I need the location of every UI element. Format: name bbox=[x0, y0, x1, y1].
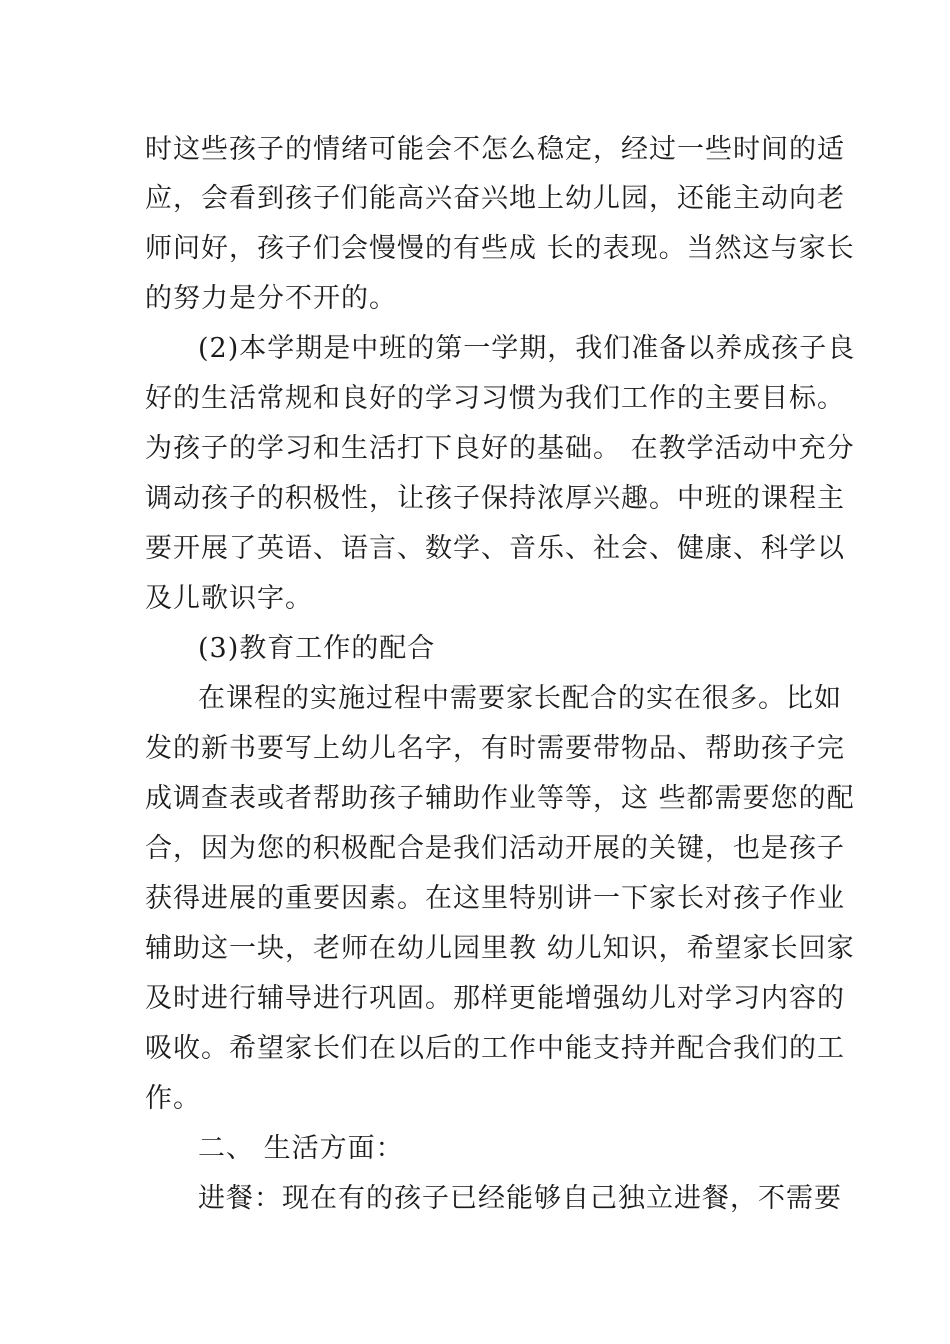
text-line-20: 作。 bbox=[145, 1083, 201, 1114]
text-line-22: 进餐：现在有的孩子已经能够自己独立进餐，不需要 bbox=[198, 1183, 842, 1214]
text-line-4: 的努力是分不开的。 bbox=[145, 283, 397, 314]
text-line-10: 及儿歌识字。 bbox=[145, 583, 313, 614]
text-line-14: 成调查表或者帮助孩子辅助作业等等，这 些都需要您的配 bbox=[145, 783, 855, 814]
text-line-7: 为孩子的学习和生活打下良好的基础。 在教学活动中充分 bbox=[145, 433, 855, 464]
section-heading: 二、 生活方面： bbox=[198, 1133, 404, 1164]
text-line-5: (2)本学期是中班的第一学期，我们准备以养成孩子良 bbox=[198, 333, 856, 364]
text-line-13: 发的新书要写上幼儿名字，有时需要带物品、帮助孩子完 bbox=[145, 733, 845, 764]
text-line-19: 吸收。希望家长们在以后的工作中能支持并配合我们的工 bbox=[145, 1033, 845, 1064]
text-line-18: 及时进行辅导进行巩固。那样更能增强幼儿对学习内容的 bbox=[145, 983, 845, 1014]
text-line-16: 获得进展的重要因素。在这里特别讲一下家长对孩子作业 bbox=[145, 883, 845, 914]
text-line-3: 师问好，孩子们会慢慢的有些成 长的表现。当然这与家长 bbox=[145, 233, 855, 264]
text-line-17: 辅助这一块，老师在幼儿园里教 幼儿知识，希望家长回家 bbox=[145, 933, 855, 964]
text-line-15: 合，因为您的积极配合是我们活动开展的关键，也是孩子 bbox=[145, 833, 845, 864]
text-line-8: 调动孩子的积极性，让孩子保持浓厚兴趣。中班的课程主 bbox=[145, 483, 845, 514]
text-line-6: 好的生活常规和良好的学习习惯为我们工作的主要目标。 bbox=[145, 383, 845, 414]
text-line-12: 在课程的实施过程中需要家长配合的实在很多。比如 bbox=[198, 683, 842, 714]
text-line-1: 时这些孩子的情绪可能会不怎么稳定，经过一些时间的适 bbox=[145, 134, 845, 165]
text-line-11: (3)教育工作的配合 bbox=[198, 633, 436, 664]
text-line-9: 要开展了英语、语言、数学、音乐、社会、健康、科学以 bbox=[145, 533, 845, 564]
text-line-2: 应，会看到孩子们能高兴奋兴地上幼儿园，还能主动向老 bbox=[145, 183, 845, 214]
